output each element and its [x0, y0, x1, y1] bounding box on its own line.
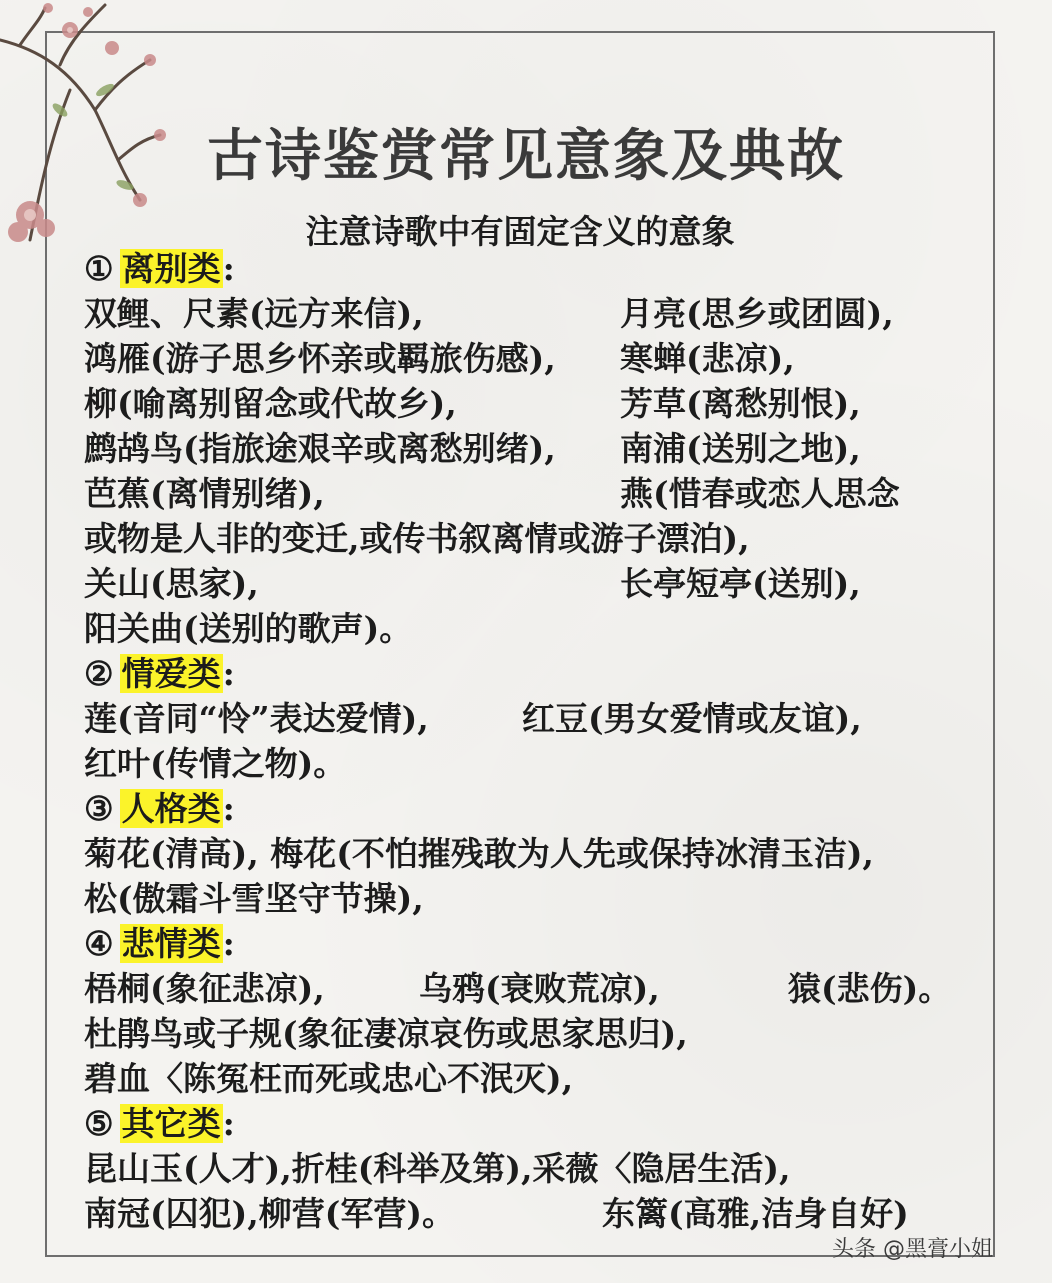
section-name-highlight: 离别类 — [121, 249, 221, 288]
text-item: 南冠(囚犯),柳营(军营)。 — [84, 1194, 455, 1233]
text-item: 松(傲霜斗雪坚守节操), — [84, 879, 424, 918]
text-item: 阳关曲(送别的歌声)。 — [84, 609, 413, 648]
page-subtitle: 注意诗歌中有固定含义的意象 — [305, 212, 735, 251]
text-item: 猿(悲伤)。 — [788, 969, 952, 1008]
text-item: 双鲤、尺素(远方来信), — [84, 294, 424, 333]
text-line — [84, 831, 984, 876]
section-header-2: ② 情爱类: — [84, 654, 235, 693]
text-line — [84, 381, 984, 426]
text-line — [84, 426, 984, 471]
text-item: 东篱(高雅,洁身自好) — [602, 1194, 909, 1233]
text-item: 关山(思家), — [84, 564, 259, 603]
section-number: ② — [84, 654, 114, 693]
text-item: 杜鹃鸟或子规(象征凄凉哀伤或思家思归), — [84, 1014, 688, 1053]
section-header-1: ① 离别类: — [84, 249, 235, 288]
text-item: 鹧鸪鸟(指旅途艰辛或离愁别绪), — [84, 429, 556, 468]
section-number: ③ — [84, 789, 114, 828]
text-item: 菊花(清高), 梅花(不怕摧残敢为人先或保持冰清玉洁), — [84, 834, 874, 873]
text-line — [84, 516, 984, 561]
text-item: 南浦(送别之地), — [620, 429, 861, 468]
section-header-3: ③ 人格类: — [84, 789, 235, 828]
section-number: ⑤ — [84, 1104, 114, 1143]
text-line — [84, 741, 984, 786]
text-item: 芳草(离愁别恨), — [620, 384, 861, 423]
text-line — [84, 1011, 984, 1056]
text-line — [84, 876, 984, 921]
text-line — [84, 966, 984, 1011]
text-item: 碧血〈陈冤枉而死或忠心不泯灭), — [84, 1059, 574, 1098]
text-item: 芭蕉(离情别绪), — [84, 474, 325, 513]
section-header-4: ④ 悲情类: — [84, 924, 235, 963]
text-item: 乌鸦(衰败荒凉), — [419, 969, 660, 1008]
text-item: 月亮(思乡或团圆), — [620, 294, 894, 333]
text-item: 昆山玉(人才),折桂(科举及第),采薇〈隐居生活), — [84, 1149, 791, 1188]
content-body — [84, 246, 984, 1236]
section-header-5: ⑤ 其它类: — [84, 1104, 235, 1143]
text-item: 寒蝉(悲凉), — [620, 339, 795, 378]
section-number: ④ — [84, 924, 114, 963]
text-line — [84, 606, 984, 651]
text-item: 莲(音同“怜”表达爱情), — [84, 699, 429, 738]
text-line — [84, 471, 984, 516]
watermark-text: 头条 @黑膏小姐 — [832, 1237, 993, 1262]
text-line — [84, 1056, 984, 1101]
text-item: 梧桐(象征悲凉), — [84, 969, 325, 1008]
text-item: 长亭短亭(送别), — [620, 564, 861, 603]
page-title: 古诗鉴赏常见意象及典故 — [207, 124, 845, 189]
text-item: 柳(喻离别留念或代故乡), — [84, 384, 457, 423]
section-name-highlight: 人格类 — [121, 789, 221, 828]
text-line — [84, 291, 984, 336]
text-item: 燕(惜春或恋人思念 — [620, 474, 900, 513]
text-line — [84, 696, 984, 741]
text-item: 红豆(男女爱情或友谊), — [522, 699, 862, 738]
text-line — [84, 1146, 984, 1191]
section-name-highlight: 其它类 — [121, 1104, 221, 1143]
text-item: 红叶(传情之物)。 — [84, 744, 347, 783]
section-name-highlight: 情爱类 — [121, 654, 221, 693]
text-line — [84, 336, 984, 381]
text-line — [84, 1191, 984, 1236]
text-line — [84, 561, 984, 606]
text-item: 鸿雁(游子思乡怀亲或羁旅伤感), — [84, 339, 556, 378]
text-item: 或物是人非的变迁,或传书叙离情或游子漂泊), — [84, 519, 750, 558]
section-number: ① — [84, 249, 114, 288]
section-name-highlight: 悲情类 — [121, 924, 221, 963]
